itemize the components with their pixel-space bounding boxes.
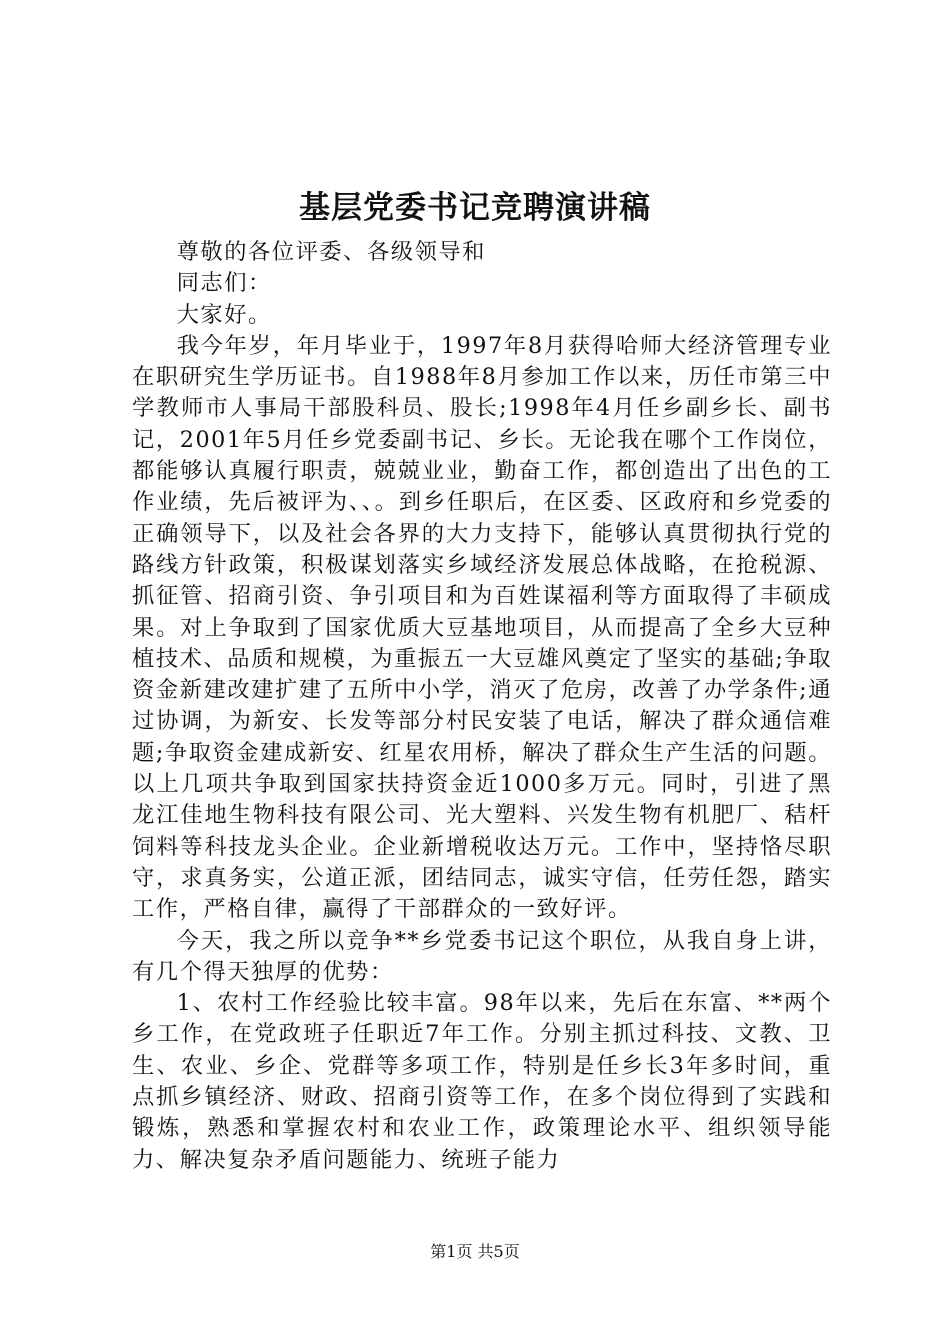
paragraph-greeting: 大家好。 [176, 301, 272, 328]
page-number-footer: 第1页 共5页 [430, 1242, 520, 1261]
paragraph-introduction: 我今年岁，年月毕业于，1997年8月获得哈师大经济管理专业在职研究生学历证书。自1988年8月参加工作以来，历任市第三中学教师市人事局干部股科员、股长;1998年4月任乡副乡长、副书记，2001年5月任乡党委副书记、乡长。无论我在哪个工作岗位，都能够认真履行职责，兢兢业业，勤奋工作，都创造出了出色的工作业绩，先后被评为、、。到乡任职后，在区委、区政府和乡党委的正确领导下，以及社会各界的大力支持下，能够认真贯彻执行党的路线方针政策，积极谋划落实乡域经济发展总体战略，在抢税源、抓征管、招商引资、争引项目和为百姓谋福利等方面取得了丰硕成果。对上争取到了国家优质大豆基地项目，从而提高了全乡大豆种植技术、品质和规模，为重振五一大豆雄风奠定了坚实的基础;争取资金新建改建扩建了五所中小学，消灭了危房，改善了办学条件;通过协调，为新安、长发等部分村民安装了电话，解决了群众通信难题;争取资金建成新安、红星农用桥，解决了群众生产生活的问题。以上几项共争取到国家扶持资金近1000多万元。同时，引进了黑龙江佳地生物科技有限公司、光大塑料、兴发生物有机肥厂、秸杆饲料等科技龙头企业。企业新增税收达万元。工作中，坚持恪尽职守，求真务实，公道正派，团结同志，诚实守信，任劳任怨，踏实工作，严格自律，赢得了干部群众的一致好评。 [132, 332, 832, 923]
document-title: 基层党委书记竞聘演讲稿 [299, 190, 651, 226]
paragraph-advantage-1: 1、农村工作经验比较丰富。98年以来，先后在东富、**两个乡工作，在党政班子任职近7年工作。分别主抓过科技、文教、卫生、农业、乡企、党群等多项工作，特别是任乡长3年多时间，重点抓乡镇经济、财政、招商引资等工作，在多个岗位得到了实践和锻炼，熟悉和掌握农村和农业工作，政策理论水平、组织领导能力、解决复杂矛盾问题能力、统班子能力 [132, 990, 832, 1173]
document-body [132, 237, 832, 1176]
paragraph-salutation: 尊敬的各位评委、各级领导和 [176, 239, 486, 265]
paragraph-advantages-intro: 今天，我之所以竞争**乡党委书记这个职位，从我自身上讲，有几个得天独厚的优势： [132, 927, 832, 985]
paragraph-salutation-cont: 同志们： [176, 270, 272, 297]
